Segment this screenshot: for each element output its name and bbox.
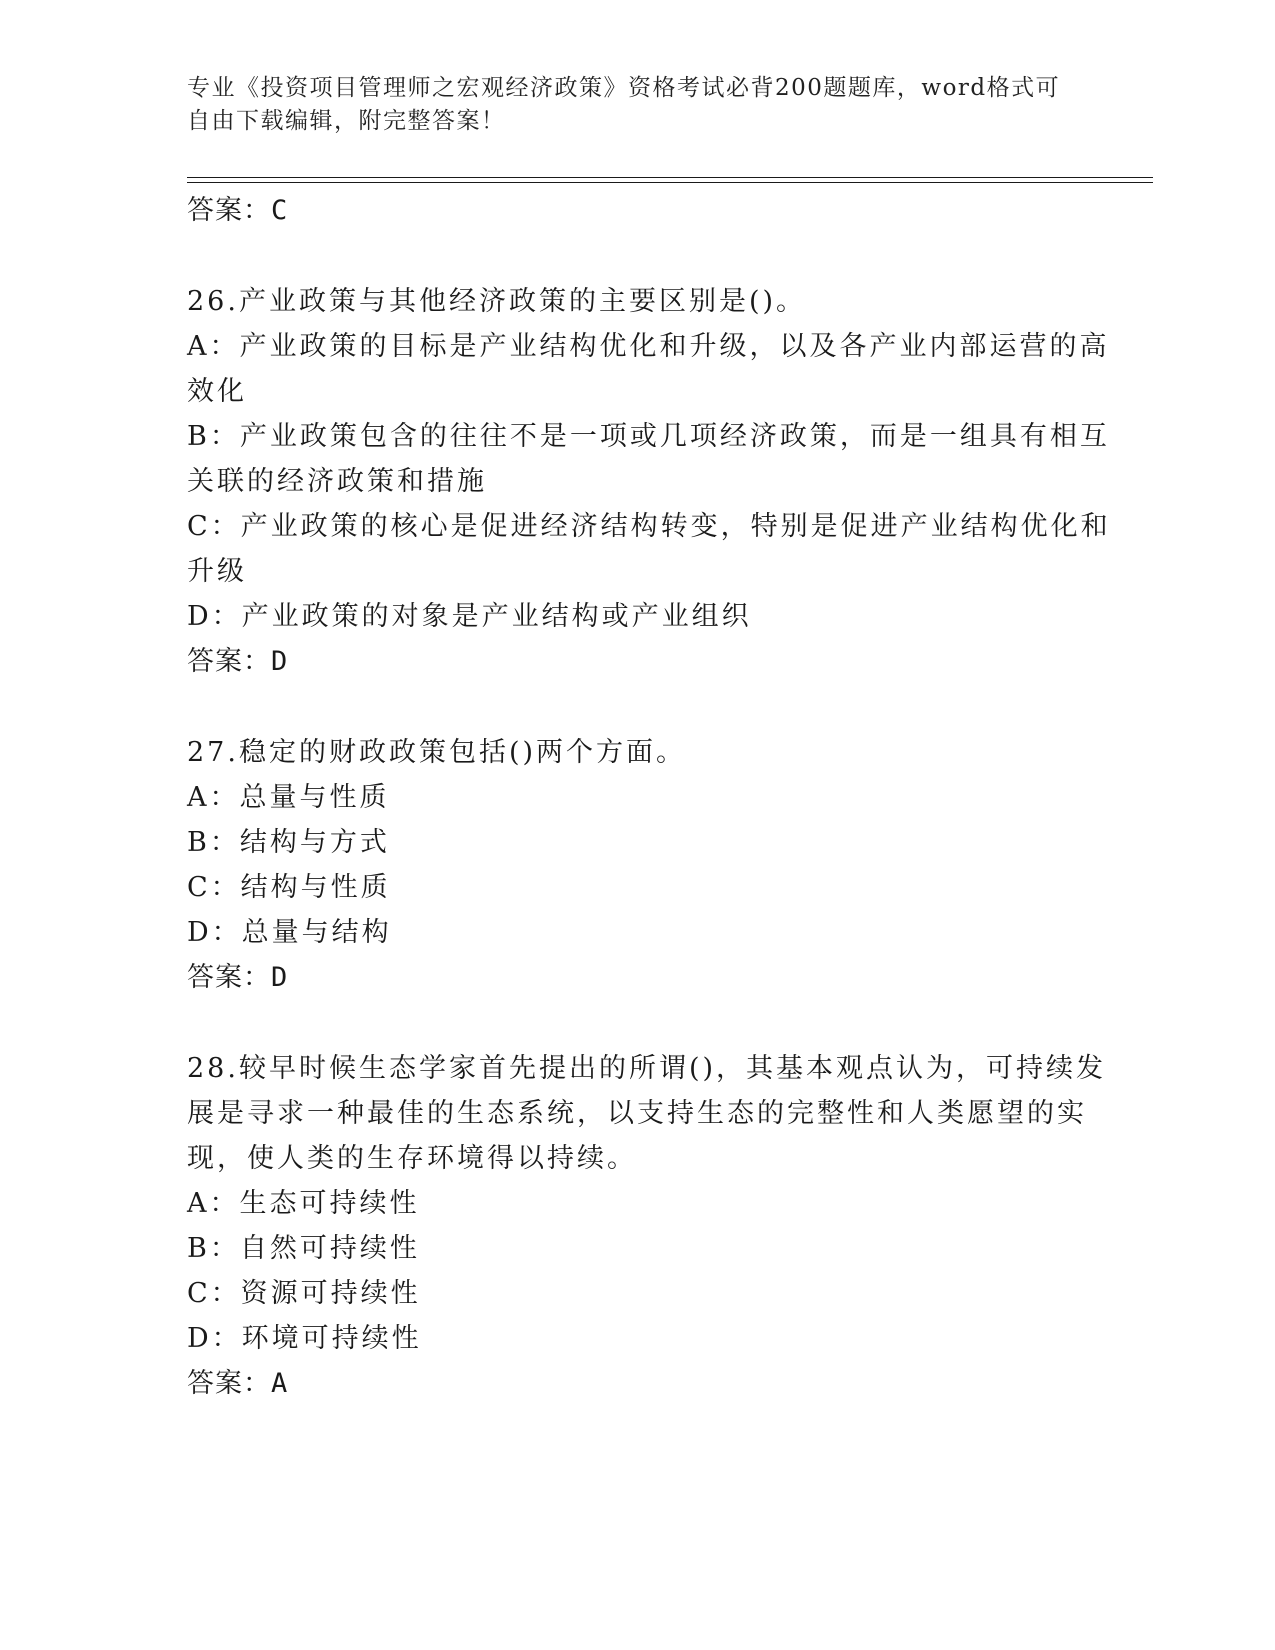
option-text: D：产业政策的对象是产业结构或产业组织	[187, 601, 752, 632]
question-list	[187, 188, 1111, 1406]
option-text: 关联的经济政策和措施	[187, 466, 487, 497]
block-spacer	[187, 684, 1087, 730]
option-text: A：生态可持续性	[187, 1188, 420, 1219]
header-divider	[187, 177, 1153, 178]
question-text: 现，使人类的生存环境得以持续。	[187, 1143, 637, 1174]
answer-value: A	[271, 1368, 289, 1399]
answer-value: D	[271, 962, 289, 993]
answer-line	[187, 1361, 1087, 1406]
header-line-2: 自由下载编辑，附完整答案！	[187, 108, 506, 134]
header-divider-thin	[187, 182, 1153, 183]
answer-value: C	[271, 195, 289, 226]
option-text: D：总量与结构	[187, 917, 392, 948]
question-text: 28.较早时候生态学家首先提出的所谓()，其基本观点认为，可持续发	[187, 1053, 1107, 1084]
question-text: 27.稳定的财政政策包括()两个方面。	[187, 737, 687, 768]
option-text: B：结构与方式	[187, 827, 390, 858]
block-spacer	[187, 233, 1087, 279]
document-header	[187, 72, 1067, 138]
question-text: 展是寻求一种最佳的生态系统，以支持生态的完整性和人类愿望的实	[187, 1098, 1087, 1129]
answer-line	[187, 955, 1087, 1000]
answer-line	[187, 188, 1087, 233]
answer-label: 答案：	[187, 195, 271, 226]
block-spacer	[187, 1000, 1087, 1046]
option-text: B：产业政策包含的往往不是一项或几项经济政策，而是一组具有相互	[187, 421, 1110, 452]
option-text: D：环境可持续性	[187, 1323, 422, 1354]
option-text: C：产业政策的核心是促进经济结构转变，特别是促进产业结构优化和	[187, 511, 1111, 542]
answer-label: 答案：	[187, 646, 271, 677]
option-text: A：产业政策的目标是产业结构优化和升级，以及各产业内部运营的高	[187, 331, 1110, 362]
answer-line	[187, 639, 1087, 684]
option-text: B：自然可持续性	[187, 1233, 420, 1264]
option-text: 升级	[187, 556, 247, 587]
answer-value: D	[271, 646, 289, 677]
option-text: A：总量与性质	[187, 782, 390, 813]
option-text: 效化	[187, 376, 247, 407]
question-text: 26.产业政策与其他经济政策的主要区别是()。	[187, 286, 807, 317]
answer-label: 答案：	[187, 1368, 271, 1399]
header-line-1: 专业《投资项目管理师之宏观经济政策》资格考试必背200题题库，word格式可	[187, 75, 1061, 101]
answer-label: 答案：	[187, 962, 271, 993]
option-text: C：结构与性质	[187, 872, 391, 903]
option-text: C：资源可持续性	[187, 1278, 421, 1309]
